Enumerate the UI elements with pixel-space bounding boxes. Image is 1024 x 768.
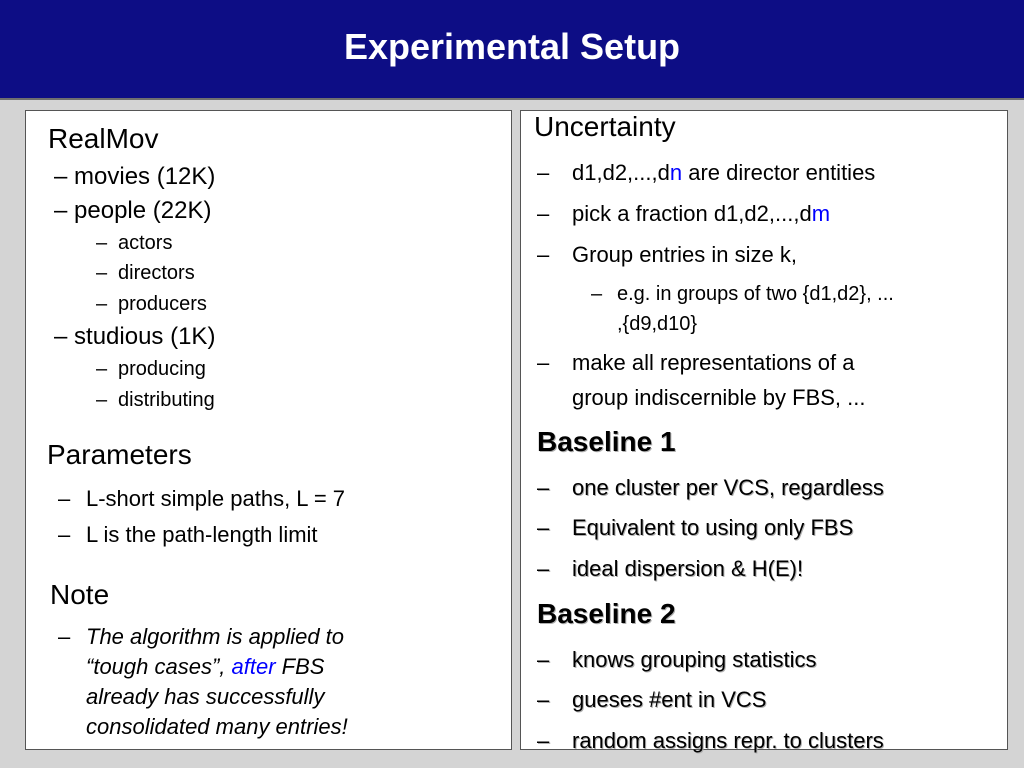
dash: –: [54, 163, 68, 190]
parameters-heading: Parameters: [47, 439, 192, 470]
item-text: people (22K): [74, 197, 212, 224]
slide-title: Experimental Setup: [343, 26, 681, 67]
dash: –: [537, 201, 550, 226]
note-text: “tough cases”,: [86, 654, 232, 679]
dash: –: [537, 242, 550, 267]
note-line-3: already has successfully: [86, 684, 325, 709]
dash: –: [58, 624, 71, 649]
dash: –: [537, 515, 550, 540]
dash: –: [58, 522, 71, 547]
note-line-1: The algorithm is applied to: [86, 624, 345, 649]
item-text: movies (12K): [74, 163, 216, 190]
uncertainty-item-3: Group entries in size k,: [572, 242, 797, 267]
uncertainty-item-4-line-2: group indiscernible by FBS, ...: [572, 385, 866, 410]
baseline-2-item-2: gueses #ent in VCS: [572, 687, 767, 712]
note-heading: Note: [50, 579, 110, 610]
realmov-subitem-producing: producing: [118, 358, 206, 380]
item-text: pick a fraction d1,d2,...,d: [572, 201, 812, 226]
uncertainty-item-4-line-1: make all representations of a: [572, 350, 855, 375]
title-bar: [0, 0, 1024, 100]
dash: –: [537, 160, 550, 185]
realmov-subitem-actors: actors: [118, 232, 173, 254]
item-text: are director entities: [682, 160, 876, 185]
realmov-heading: RealMov: [48, 123, 159, 154]
dash: –: [537, 647, 550, 672]
dash: –: [54, 197, 68, 224]
baseline-2-item-3: random assigns repr. to clusters: [572, 728, 884, 753]
baseline-1-heading: Baseline 1: [537, 426, 676, 457]
dash: –: [537, 350, 550, 375]
right-panel: [520, 110, 1008, 753]
uncertainty-heading: Uncertainty: [534, 111, 676, 142]
note-line-4: consolidated many entries!: [86, 714, 348, 739]
dash: –: [96, 232, 108, 254]
item-text: studious (1K): [74, 323, 216, 350]
dash: –: [537, 556, 550, 581]
uncertainty-subitem-line-1: e.g. in groups of two {d1,d2}, ...: [617, 283, 894, 305]
note-line-2: [86, 654, 324, 680]
realmov-item-studious: [54, 323, 215, 351]
realmov-subitem-directors: directors: [118, 262, 195, 284]
uncertainty-subitem-line-2: ,{d9,d10}: [617, 313, 698, 335]
dash: –: [591, 283, 603, 305]
realmov-subitem-producers: producers: [118, 293, 207, 315]
baseline-1-item-1: one cluster per VCS, regardless: [572, 475, 884, 500]
uncertainty-item-1: [572, 160, 875, 186]
parameters-item-2: L is the path-length limit: [86, 522, 318, 547]
baseline-2-item-1: knows grouping statistics: [572, 647, 817, 672]
left-panel: [25, 110, 512, 750]
dash: –: [96, 293, 108, 315]
note-highlight-after: after: [231, 654, 276, 679]
dash: –: [96, 389, 108, 411]
dash: –: [58, 486, 71, 511]
dash: –: [537, 728, 550, 753]
uncertainty-item-2: [572, 201, 830, 227]
item-highlight: m: [811, 201, 831, 226]
dash: –: [96, 358, 108, 380]
item-highlight: n: [669, 160, 683, 185]
dash: –: [54, 323, 68, 350]
note-text: FBS: [275, 654, 325, 679]
dash: –: [537, 687, 550, 712]
parameters-item-1: L-short simple paths, L = 7: [86, 486, 346, 511]
baseline-1-item-2: Equivalent to using only FBS: [572, 515, 854, 540]
realmov-subitem-distributing: distributing: [118, 389, 215, 411]
dash: –: [537, 475, 550, 500]
realmov-item-people: [54, 197, 211, 225]
dash: –: [96, 262, 108, 284]
item-text: d1,d2,...,d: [572, 160, 670, 185]
realmov-item-movies: [54, 163, 215, 191]
baseline-1-item-3: ideal dispersion & H(E)!: [572, 556, 804, 581]
baseline-2-heading: Baseline 2: [537, 598, 676, 629]
